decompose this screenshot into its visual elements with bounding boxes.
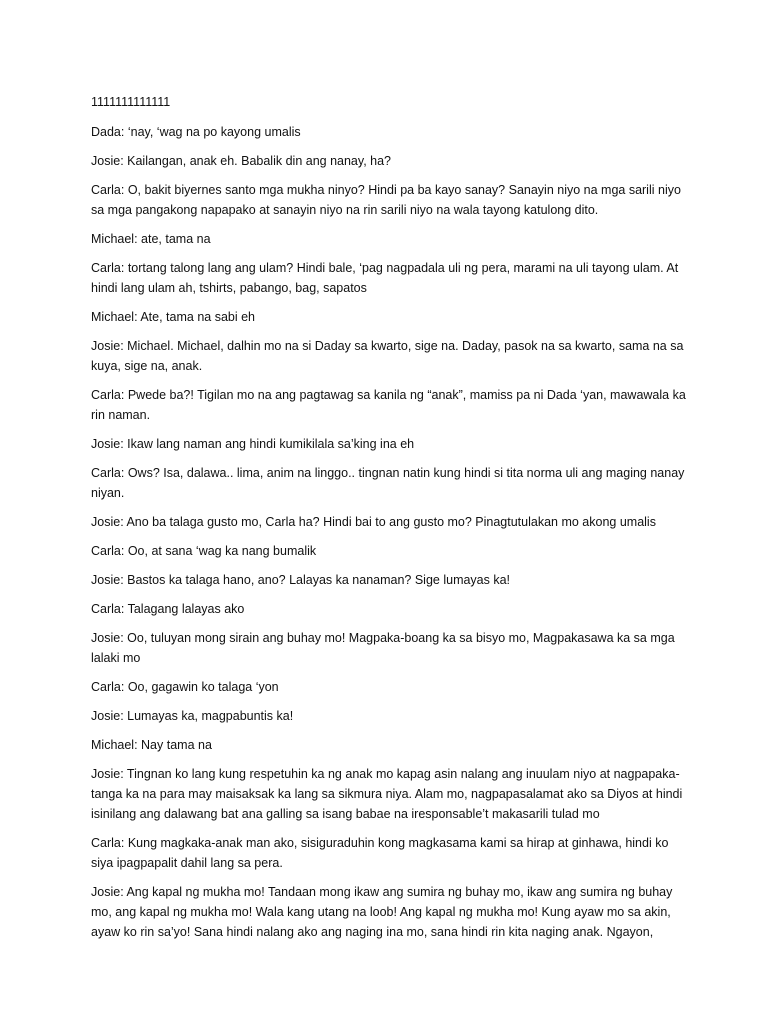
speaker-name: Josie : bbox=[91, 339, 127, 353]
speaker-name: Josie : bbox=[91, 515, 126, 529]
line-text: Nay tama na bbox=[141, 738, 212, 752]
dialogue-line bbox=[91, 229, 691, 249]
dialogue-line bbox=[91, 599, 691, 619]
line-text: Pwede ba?! Tigilan mo na ang pagtawag sa kanila ng “anak”, mamiss pa ni Dada ‘yan, mawawala ka rin naman. bbox=[91, 388, 686, 422]
line-text: Ows? Isa, dalawa.. lima, anim na linggo.. tingnan natin kung hindi si tita norma uli ang maging nanay niyan. bbox=[91, 466, 685, 500]
line-text: Kailangan, anak eh. Babalik din ang nanay, ha? bbox=[127, 154, 392, 168]
dialogue-line bbox=[91, 151, 691, 171]
speaker-name: Carla : bbox=[91, 836, 128, 850]
dialogue-line bbox=[91, 706, 691, 726]
dialogue-line bbox=[91, 336, 691, 376]
line-text: Ano ba talaga gusto mo, Carla ha? Hindi bai to ang gusto mo? Pinagtutulakan mo akong umalis bbox=[126, 515, 656, 529]
speaker-name: Josie : bbox=[91, 154, 127, 168]
dialogue-line bbox=[91, 764, 691, 824]
speaker-name: Josie : bbox=[91, 709, 127, 723]
line-text: tortang talong lang ang ulam? Hindi bale, ‘pag nagpadala uli ng pera, marami na uli tayong ulam. At hindi lang ulam ah, tshirts, pabango, bag, sapatos bbox=[91, 261, 679, 295]
dialogue-line bbox=[91, 434, 691, 454]
dialogue-line bbox=[91, 677, 691, 697]
line-text: Tingnan ko lang kung respetuhin ka ng anak mo kapag asin nalang ang inuulam niyo at nagpapaka-tanga ka na para may maisaksak ka lang sa sikmura niya. Alam mo, nagpapasalamat ako sa Diyos at hindi isinilang ang dalawang bat ana galling sa isang babae na iresponsable’t makasarili tulad mo bbox=[91, 767, 683, 821]
speaker-name: Carla : bbox=[91, 544, 128, 558]
line-text: Michael. Michael, dalhin mo na si Daday sa kwarto, sige na. Daday, pasok na sa kwarto, sama na sa kuya, sige na, anak. bbox=[91, 339, 684, 373]
dialogue-line bbox=[91, 463, 691, 503]
speaker-name: Carla : bbox=[91, 680, 128, 694]
line-text: ate, tama na bbox=[141, 232, 211, 246]
line-text: Ikaw lang naman ang hindi kumikilala sa’king ina eh bbox=[127, 437, 415, 451]
dialogue-line bbox=[91, 385, 691, 425]
dialogue-line bbox=[91, 628, 691, 668]
line-text: ‘nay, ‘wag na po kayong umalis bbox=[127, 125, 301, 139]
dialogue-line bbox=[91, 122, 691, 142]
line-text: Kung magkaka-anak man ako, sisiguraduhin kong magkasama kami sa hirap at ginhawa, hindi ko siya ipagpapalit dahil lang sa pera. bbox=[91, 836, 669, 870]
dialogue-line bbox=[91, 307, 691, 327]
dialogue-line bbox=[91, 570, 691, 590]
speaker-name: Carla : bbox=[91, 602, 128, 616]
dialogue-line bbox=[91, 882, 691, 942]
line-text: O, bakit biyernes santo mga mukha ninyo? Hindi pa ba kayo sanay? Sanayin niyo na mga sarili niyo sa mga pangakong napapako at sanayin niyo na rin sarili niyo na wala tayong katulong dito. bbox=[91, 183, 681, 217]
speaker-name: Carla : bbox=[91, 466, 128, 480]
speaker-name: Josie : bbox=[91, 573, 127, 587]
line-text: Oo, at sana ‘wag ka nang bumalik bbox=[127, 544, 317, 558]
speaker-name: Michael : bbox=[91, 310, 140, 324]
speaker-name: Josie : bbox=[91, 631, 127, 645]
line-text: Lumayas ka, magpabuntis ka! bbox=[127, 709, 294, 723]
dialogue-line bbox=[91, 833, 691, 873]
document-title: 1111111111111 bbox=[91, 95, 171, 109]
line-text: Bastos ka talaga hano, ano? Lalayas ka nanaman? Sige lumayas ka! bbox=[127, 573, 511, 587]
dialogue-line bbox=[91, 180, 691, 220]
line-text: Ate, tama na sabi eh bbox=[140, 310, 255, 324]
speaker-name: Carla : bbox=[91, 261, 128, 275]
speaker-name: Dada : bbox=[91, 125, 128, 139]
speaker-name: Michael : bbox=[91, 232, 141, 246]
line-text: Oo, gagawin ko talaga ‘yon bbox=[127, 680, 279, 694]
speaker-name: Josie : bbox=[91, 437, 127, 451]
line-text: Talagang lalayas ako bbox=[127, 602, 245, 616]
dialogue-line bbox=[91, 735, 691, 755]
speaker-name: Michael : bbox=[91, 738, 141, 752]
dialogue-line bbox=[91, 258, 691, 298]
speaker-name: Carla : bbox=[91, 388, 128, 402]
speaker-name: Josie : bbox=[91, 767, 127, 781]
speaker-name: Josie : bbox=[91, 885, 126, 899]
speaker-name: Carla : bbox=[91, 183, 128, 197]
line-text: Oo, tuluyan mong sirain ang buhay mo! Magpaka-boang ka sa bisyo mo, Magpakasawa ka sa mga lalaki mo bbox=[91, 631, 675, 665]
dialogue-line bbox=[91, 512, 691, 532]
document-body bbox=[91, 92, 691, 951]
dialogue-line bbox=[91, 541, 691, 561]
dialogue-list bbox=[91, 122, 691, 942]
line-text: Ang kapal ng mukha mo! Tandaan mong ikaw ang sumira ng buhay mo, ikaw ang sumira ng buhay mo, ang kapal ng mukha mo! Wala kang utang na loob! Ang kapal ng mukha mo! Kung ayaw mo sa akin, ayaw ko rin sa’yo! Sana hindi nalang ako ang naging ina mo, sana hindi rin kita naging anak. Ngayon, bbox=[91, 885, 673, 939]
